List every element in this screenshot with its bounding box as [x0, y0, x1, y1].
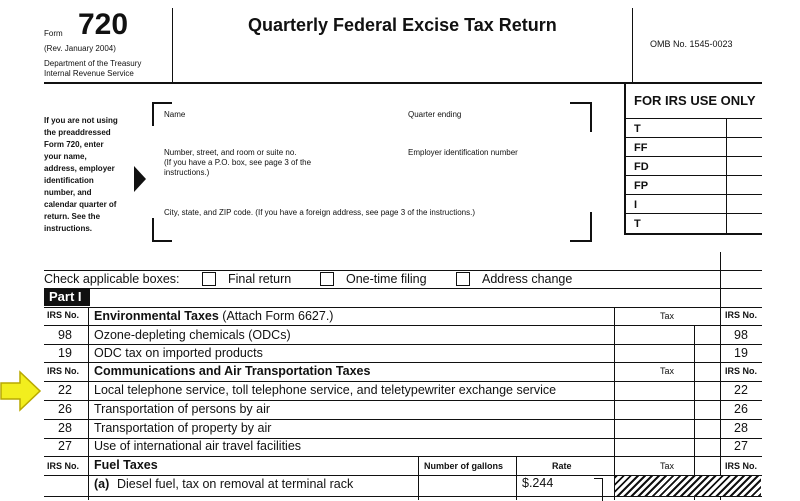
communications-title: Communications and Air Transportation Taxes: [94, 364, 371, 378]
irs-number: 28: [58, 421, 72, 435]
side-note-line: return. See the: [44, 212, 101, 221]
gallons-header: Number of gallons: [424, 461, 504, 471]
row-letter: (a): [94, 477, 110, 491]
tax-input[interactable]: [615, 420, 694, 437]
address-change-checkbox[interactable]: [456, 272, 470, 286]
side-note-line: If you are not using: [44, 116, 118, 125]
pointer-triangle-icon: [134, 166, 146, 192]
bracket-top-right: [570, 102, 592, 132]
rate-header: Rate: [552, 461, 572, 471]
side-note-line: calendar quarter of: [44, 200, 117, 209]
form-word: Form: [44, 29, 63, 38]
row-description: ODC tax on imported products: [94, 346, 263, 360]
irs-no-header-right: IRS No.: [725, 461, 758, 471]
irs-no-header-right: IRS No.: [725, 366, 758, 376]
irs-no-header: IRS No.: [47, 366, 80, 376]
irs-number-right: 19: [734, 346, 748, 360]
irs-number-right: 98: [734, 328, 748, 342]
form-number: 720: [78, 8, 129, 41]
name-label: Name: [164, 110, 186, 119]
row-description: Use of international air travel facilities: [94, 439, 302, 453]
irs-code: FD: [634, 161, 649, 173]
row-description: Transportation of property by air: [94, 421, 272, 435]
side-note-line: instructions.: [44, 224, 93, 233]
tax-input[interactable]: [615, 326, 694, 343]
part-label: Part I: [49, 289, 82, 304]
irs-number: 26: [58, 402, 72, 416]
form-revision: (Rev. January 2004): [44, 44, 116, 53]
irs-number-right: 28: [734, 421, 748, 435]
side-note-line: the preaddressed: [44, 128, 111, 137]
gallons-input[interactable]: [419, 476, 516, 496]
tax-header: Tax: [660, 366, 675, 376]
irs-code: T: [634, 218, 641, 230]
irs-number: 19: [58, 346, 72, 360]
irs-number: 98: [58, 328, 72, 342]
irs-number-right: 27: [734, 439, 748, 453]
one-time-filing-label: One-time filing: [346, 272, 427, 286]
hatched-cell: [615, 476, 761, 496]
irs-number: 27: [58, 439, 72, 453]
side-note-line: number, and: [44, 188, 92, 197]
highlight-arrow-icon: [0, 370, 42, 412]
bracket-bottom-right: [570, 212, 592, 242]
irs-code: T: [634, 123, 641, 135]
department-label: Department of the Treasury: [44, 59, 142, 68]
side-note-line: Form 720, enter: [44, 140, 104, 149]
side-note-line: address, employer: [44, 164, 115, 173]
row-description: Local telephone service, toll telephone service, and teletypewriter exchange service: [94, 383, 557, 397]
row-description: Transportation of persons by air: [94, 402, 271, 416]
irs-code: I: [634, 199, 638, 211]
form-title: Quarterly Federal Excise Tax Return: [248, 15, 557, 35]
side-note-line: your name,: [44, 152, 87, 161]
city-label: City, state, and ZIP code. (If you have a foreign address, see page 3 of the instructions.): [164, 208, 475, 217]
rate-bracket: [594, 478, 603, 501]
tax-input[interactable]: [615, 401, 694, 418]
irs-use-title: FOR IRS USE ONLY: [634, 93, 756, 108]
irs-label: Internal Revenue Service: [44, 69, 134, 78]
quarter-ending-label: Quarter ending: [408, 110, 462, 119]
row-description: Ozone-depleting chemicals (ODCs): [94, 328, 291, 342]
tax-header: Tax: [660, 461, 675, 471]
side-note-line: identification: [44, 176, 94, 185]
irs-no-header-right: IRS No.: [725, 310, 758, 320]
irs-number-right: 26: [734, 402, 748, 416]
fuel-taxes-title: Fuel Taxes: [94, 458, 158, 472]
final-return-checkbox[interactable]: [202, 272, 216, 286]
final-return-label: Final return: [228, 272, 292, 286]
ein-label: Employer identification number: [408, 148, 518, 157]
street-label-note: instructions.): [164, 168, 210, 177]
irs-number: 22: [58, 383, 72, 397]
tax-input[interactable]: [615, 382, 694, 399]
one-time-filing-checkbox[interactable]: [320, 272, 334, 286]
tax-input[interactable]: [615, 439, 694, 456]
irs-code: FP: [634, 180, 649, 192]
tax-input[interactable]: [615, 345, 694, 362]
omb-number: OMB No. 1545-0023: [650, 39, 733, 49]
tax-header: Tax: [660, 311, 675, 321]
rate-value: $.244: [522, 476, 554, 490]
environmental-title: Environmental Taxes (Attach Form 6627.): [94, 309, 334, 323]
irs-code: FF: [634, 142, 648, 154]
row-description: Diesel fuel, tax on removal at terminal rack: [117, 477, 354, 491]
irs-no-header: IRS No.: [47, 310, 80, 320]
street-label-note: (If you have a P.O. box, see page 3 of the: [164, 158, 312, 167]
bracket-bottom-left: [152, 218, 172, 242]
check-boxes-label: Check applicable boxes:: [44, 272, 180, 286]
part-badge: [44, 289, 90, 306]
address-change-label: Address change: [482, 272, 573, 286]
irs-no-header: IRS No.: [47, 461, 80, 471]
street-label: Number, street, and room or suite no.: [164, 148, 297, 157]
irs-number-right: 22: [734, 383, 748, 397]
